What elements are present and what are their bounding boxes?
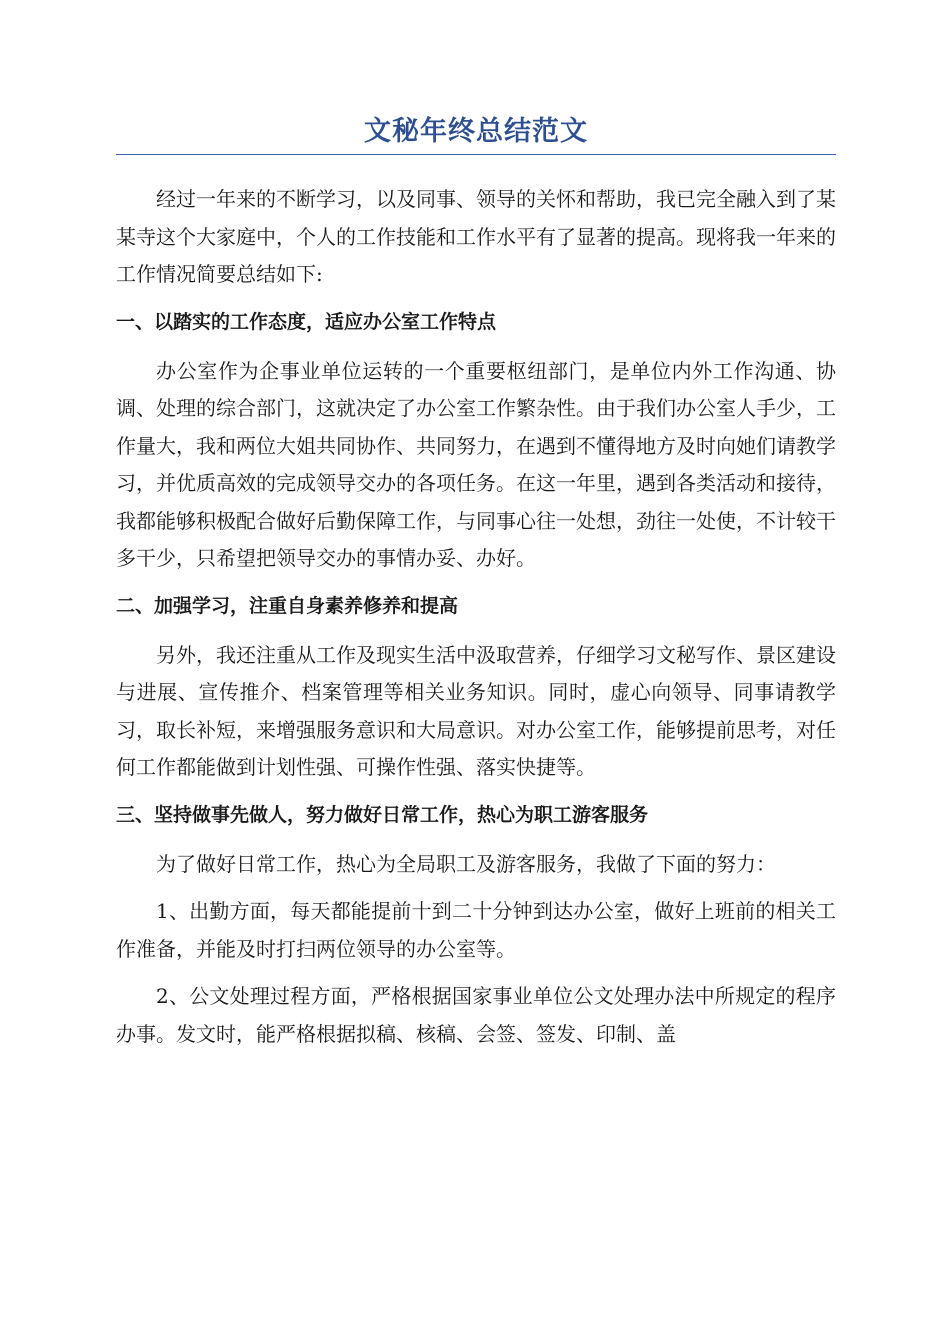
section-3-heading: 三、坚持做事先做人，努力做好日常工作，热心为职工游客服务 (116, 803, 649, 826)
section-3-item-2: 2、公文处理过程方面，严格根据国家事业单位公文处理办法中所规定的程序办事。发文时，能严格根据拟稿、核稿、会签、签发、印制、盖 (116, 984, 836, 1046)
section-1-body: 办公室作为企事业单位运转的一个重要枢纽部门，是单位内外工作沟通、协调、处理的综合部门，这就决定了办公室工作繁杂性。由于我们办公室人手少，工作量大，我和两位大姐共同协作、共同努力，在遇到不懂得地方及时向她们请教学习，并优质高效的完成领导交办的各项任务。在这一年里，遇到各类活动和接待，我都能够积极配合做好后勤保障工作，与同事心往一处想，劲往一处使，不计较干多干少，只希望把领导交办的事情办妥、办好。 (116, 358, 836, 570)
title-underline (116, 154, 836, 155)
section-1-heading: 一、以踏实的工作态度，适应办公室工作特点 (116, 310, 497, 333)
document-title: 文秘年终总结范文 (364, 116, 588, 147)
section-3-item-1: 1、出勤方面，每天都能提前十到二十分钟到达办公室，做好上班前的相关工作准备，并能及时打扫两位领导的办公室等。 (116, 899, 836, 961)
section-2-body: 另外，我还注重从工作及现实生活中汲取营养，仔细学习文秘写作、景区建设与进展、宣传推介、档案管理等相关业务知识。同时，虚心向领导、同事请教学习，取长补短，来增强服务意识和大局意识。对办公室工作，能够提前思考，对任何工作都能做到计划性强、可操作性强、落实快捷等。 (116, 642, 836, 779)
document-page (116, 110, 836, 1063)
section-2-heading: 二、加强学习，注重自身素养修养和提高 (116, 594, 459, 617)
intro-paragraph: 经过一年来的不断学习，以及同事、领导的关怀和帮助，我已完全融入到了某某寺这个大家庭中，个人的工作技能和工作水平有了显著的提高。现将我一年来的工作情况简要总结如下: (116, 187, 836, 286)
section-3-body: 为了做好日常工作，热心为全局职工及游客服务，我做了下面的努力： (156, 851, 776, 876)
